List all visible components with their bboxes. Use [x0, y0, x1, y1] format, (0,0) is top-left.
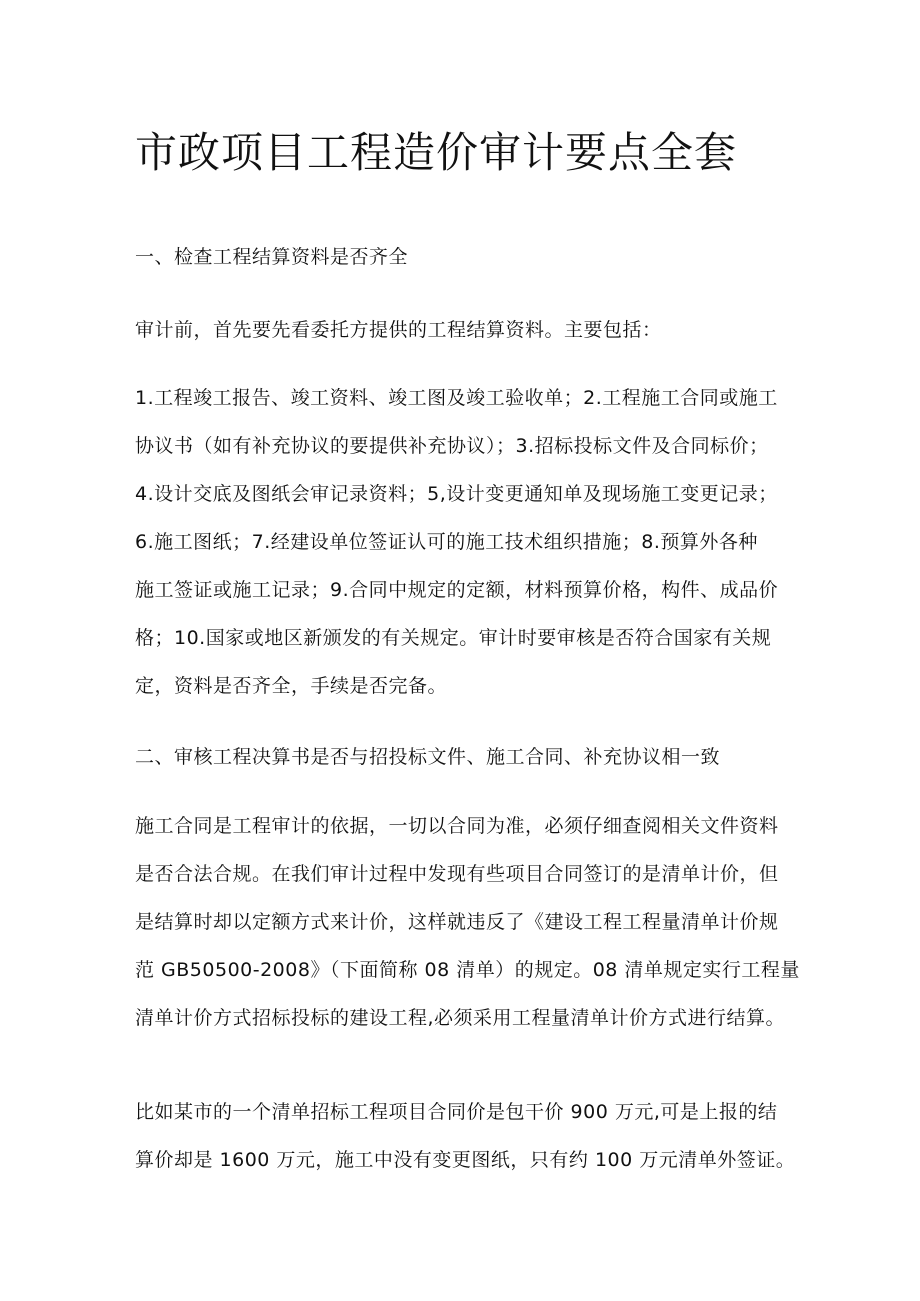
paragraph-line: 算价却是 1600 万元，施工中没有变更图纸，只有约 100 万元清单外签证。 [135, 1149, 796, 1171]
document-title: 市政项目工程造价审计要点全套 [135, 128, 738, 177]
paragraph-line: 施工合同是工程审计的依据，一切以合同为准，必须仔细查阅相关文件资料 [135, 815, 779, 837]
paragraph-line: 范 GB50500-2008》（下面简称 08 清单）的规定。08 清单规定实行工程量 [135, 959, 800, 981]
section1-list-paragraph [135, 374, 810, 710]
section2-paragraph-1 [135, 802, 810, 1042]
paragraph-line: 是否合法合规。在我们审计过程中发现有些项目合同签订的是清单计价，但 [135, 863, 779, 885]
paragraph-line: 是结算时却以定额方式来计价，这样就违反了《建设工程工程量清单计价规 [135, 911, 779, 933]
paragraph-line: 6.施工图纸；7.经建设单位签证认可的施工技术组织措施；8.预算外各种 [135, 531, 758, 553]
paragraph-line: 1.工程竣工报告、竣工资料、竣工图及竣工验收单；2.工程施工合同或施工 [135, 387, 778, 409]
paragraph-line: 比如某市的一个清单招标工程项目合同价是包干价 900 万元,可是上报的结 [135, 1101, 778, 1123]
section2-paragraph-2 [135, 1088, 810, 1184]
section1-intro: 审计前，首先要先看委托方提供的工程结算资料。主要包括： [135, 319, 662, 341]
section2-heading: 二、审核工程决算书是否与招投标文件、施工合同、补充协议相一致 [135, 746, 721, 768]
paragraph-line: 格；10.国家或地区新颁发的有关规定。审计时要审核是否符合国家有关规 [135, 627, 772, 649]
paragraph-line: 清单计价方式招标投标的建设工程,必须采用工程量清单计价方式进行结算。 [135, 1007, 786, 1029]
paragraph-line: 协议书（如有补充协议的要提供补充协议）；3.招标投标文件及合同标价； [135, 435, 769, 457]
paragraph-line: 施工签证或施工记录；9.合同中规定的定额，材料预算价格，构件、成品价 [135, 579, 779, 601]
paragraph-line: 4.设计交底及图纸会审记录资料；5,设计变更通知单及现场施工变更记录； [135, 483, 778, 505]
paragraph-line: 定，资料是否齐全，手续是否完备。 [135, 675, 448, 697]
section1-heading: 一、检查工程结算资料是否齐全 [135, 246, 409, 268]
